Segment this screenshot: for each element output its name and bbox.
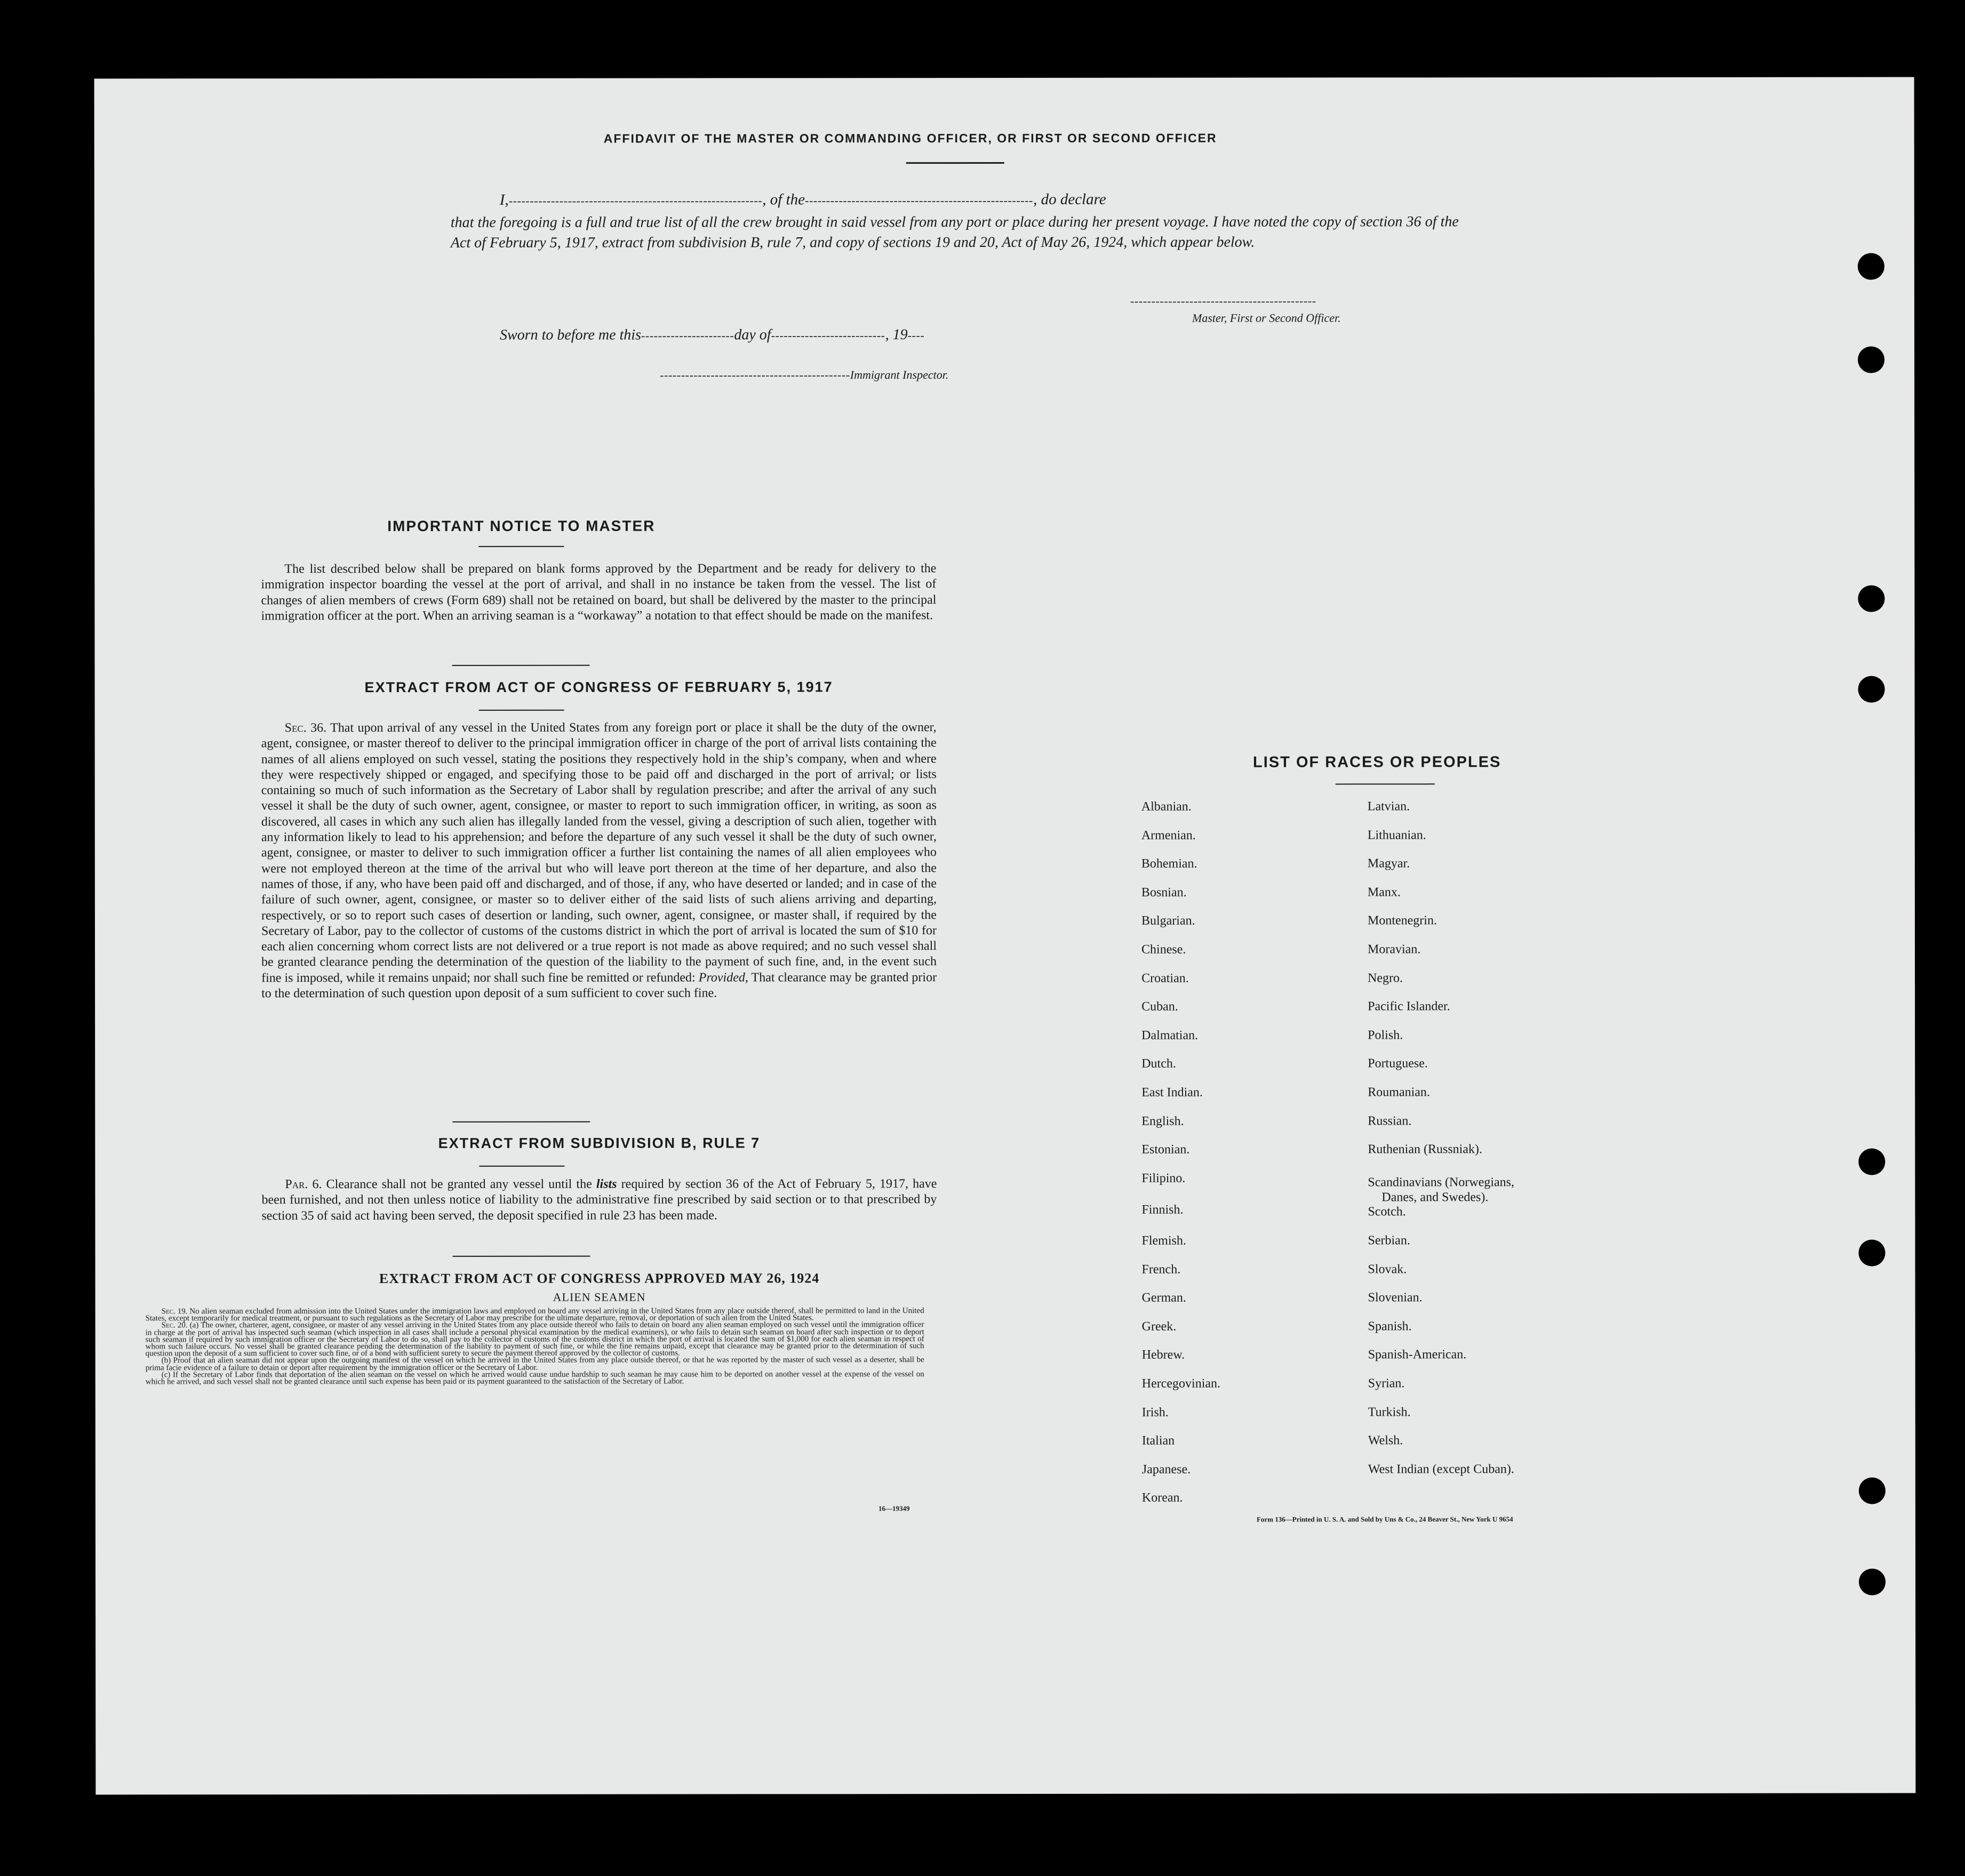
race-item: Ruthenian (Russniak). [1368, 1142, 1483, 1157]
sworn-year-label: , 19 [885, 326, 908, 343]
race-item: Spanish. [1368, 1319, 1412, 1334]
race-item: Greek. [1141, 1319, 1177, 1334]
race-item: Spanish-American. [1368, 1348, 1467, 1362]
race-item: Russian. [1368, 1113, 1412, 1128]
punch-hole [1858, 253, 1884, 280]
rule-7-body: Clearance shall not be granted any vessel until the [326, 1177, 592, 1192]
affidavit-declaration-line [500, 190, 1554, 209]
rule-7-section [261, 1176, 937, 1224]
section-20a-body: (a) The owner, charterer, agent, consignee, or master of any vessel arriving in the United States from any place outside thereof who fails to detain on board any alien seaman employed on such vessel until the immigration officer in charge at the port of arrival has inspected such seaman (which inspection in all cases shall include a personal physical examination by the medical examiners), or who fails to detain such seaman on board after such inspection or to deport such seaman if required by such immigration officer or the Secretary of Labor to do so, shall pay to the collector of customs of the customs district in which the port of arrival is located the sum of $1,000 for each alien seaman in respect of whom such failure occurs. No vessel shall be granted clearance pending the determination of the liability to payment of such fine, or while the fine remains unpaid, except that clearance may be granted prior to the determination of such question upon the deposit of a sum sufficient to cover such fine, or of a bond with sufficient surety to secure the payment thereof approved by the collector of customs. [145, 1320, 924, 1358]
divider [479, 710, 564, 711]
race-item: Finnish. [1141, 1203, 1184, 1217]
notice-text: The list described below shall be prepared on blank forms approved by the Department and be ready for delivery to the immigration inspector boarding the vessel at the port of arrival, and shall in no instance be taken from the vessel. The list of changes of alien members of crews (Form 689) shall not be retained on board, but shall be delivered by the master to the principal immigration officer at the port. When an arriving seaman is a “workaway” a notation to that effect should be made on the manifest. [261, 562, 937, 623]
punch-hole [1858, 676, 1885, 703]
divider [1336, 783, 1435, 784]
race-item: Korean. [1141, 1491, 1183, 1505]
sworn-line [500, 326, 924, 344]
divider [478, 546, 564, 547]
act-1924-subtitle: ALIEN SEAMEN [553, 1290, 646, 1304]
form-imprint: Form 136—Printed in U. S. A. and Sold by Uns & Co., 24 Beaver St., New York U 9654 [1256, 1515, 1513, 1524]
section-20a-text [146, 1322, 924, 1358]
race-item: Dalmatian. [1141, 1028, 1199, 1043]
act-1917-title: EXTRACT FROM ACT OF CONGRESS OF FEBRUARY 5, 1917 [364, 679, 833, 696]
punch-hole [1858, 347, 1884, 373]
race-item: Syrian. [1368, 1376, 1405, 1391]
act-1917-section [261, 720, 937, 1001]
race-item: German. [1141, 1290, 1186, 1305]
section-19-label: Sec. 19. [161, 1307, 188, 1316]
race-item: Armenian. [1141, 828, 1196, 843]
race-item: Serbian. [1368, 1233, 1410, 1248]
divider [479, 1166, 564, 1167]
section-20-label: Sec. 20. [161, 1321, 188, 1330]
affidavit-body: that the foregoing is a full and true list of all the crew brought in said vessel from any port or place during her present voyage. I have noted the copy of section 36 of the Act of February 5, 1917, extract from subdivision B, rule 7, and copy of sections 19 and 20, Act of May 26, 1924, which appear below. [450, 213, 1459, 251]
race-item: Estonian. [1141, 1142, 1190, 1157]
race-item: Moravian. [1368, 942, 1421, 957]
race-item: Roumanian. [1368, 1085, 1430, 1100]
declarant-label: I, [499, 191, 509, 209]
race-item: Filipino. [1141, 1171, 1186, 1185]
race-item: English. [1141, 1114, 1184, 1128]
punch-hole [1859, 1478, 1886, 1504]
notice-section [261, 561, 936, 624]
punch-hole [1858, 1149, 1885, 1175]
section-19-text [146, 1308, 924, 1322]
rule-7-text [261, 1176, 937, 1224]
sworn-day-of-label: day of [734, 326, 771, 343]
declare-label: , do declare [1033, 190, 1106, 208]
race-item: Chinese. [1141, 942, 1186, 957]
punch-hole [1859, 1569, 1886, 1596]
vessel-name-blank[interactable]: ------------------------------------------------------ [805, 193, 1034, 207]
divider [906, 162, 1004, 164]
race-item: Japanese. [1141, 1462, 1191, 1477]
paragraph-label: Par. 6. [285, 1177, 322, 1192]
punch-hole [1858, 586, 1884, 612]
race-item: Danes, and Swedes). [1381, 1190, 1489, 1205]
race-item: Bulgarian. [1141, 914, 1195, 928]
sworn-label: Sworn to before me this [500, 326, 641, 343]
section-20b-text: (b) Proof that an alien seaman did not appear upon the outgoing manifest of the vessel on which he arrived in the United States from any place outside thereof, or that he was reported by the master of such vessel as a deserter, shall be prima facie evidence of a failure to detain or deport after requirement by the immigration officer or the Secretary of Labor. [145, 1356, 924, 1373]
rule-7-body-end: required by section 36 of the Act of February 5, 1917, have been furnished, and not then unless notice of liability to the administrative fine prescribed by said section or to that prescribed by section 35 of said act having been served, the deposit specified in rule 23 has been made. [261, 1177, 937, 1223]
race-item: Slovenian. [1368, 1290, 1423, 1305]
race-item: Hercegovinian. [1141, 1376, 1221, 1391]
divider [452, 1121, 590, 1123]
race-item: Flemish. [1141, 1233, 1186, 1248]
provided-word: Provided, [698, 971, 748, 985]
races-list [1141, 799, 1750, 1589]
section-20c-text: (c) If the Secretary of Labor finds that deportation of the alien seaman on the vessel on which he arrived would cause undue hardship to such seaman he may cause him to be deported on another vessel at the expense of the vessel on which he arrived, and such vessel shall not be granted clearance until such expense has been paid or its payment guaranteed to the satisfaction of the Secretary of Labor. [145, 1369, 924, 1386]
race-item: Croatian. [1141, 971, 1189, 985]
race-item: Scandinavians (Norwegians, [1368, 1175, 1515, 1190]
race-item: Hebrew. [1141, 1348, 1185, 1362]
race-item: Negro. [1368, 971, 1403, 985]
race-item: West Indian (except Cuban). [1368, 1462, 1514, 1477]
race-item: Bohemian. [1141, 856, 1197, 871]
race-item: Dutch. [1141, 1057, 1176, 1071]
race-item: Portuguese. [1368, 1056, 1428, 1071]
race-item: East Indian. [1141, 1085, 1203, 1100]
master-signature-blank[interactable]: -------------------------------------------- [1130, 294, 1316, 308]
race-item: Slovak. [1368, 1262, 1407, 1276]
race-item: Irish. [1141, 1405, 1169, 1420]
divider [452, 665, 590, 666]
act-1917-text [261, 720, 937, 1001]
rule-7-title: EXTRACT FROM SUBDIVISION B, RULE 7 [438, 1135, 761, 1151]
race-item: Lithuanian. [1367, 828, 1426, 843]
form-sheet [94, 77, 1916, 1795]
race-item: Turkish. [1368, 1405, 1411, 1419]
inspector-label: Immigrant Inspector. [850, 368, 949, 382]
race-item: French. [1141, 1262, 1181, 1277]
notice-title: IMPORTANT NOTICE TO MASTER [387, 517, 656, 535]
race-item: Albanian. [1141, 799, 1192, 814]
race-item: Polish. [1368, 1028, 1403, 1043]
act-1924-title [262, 1270, 937, 1287]
race-item: Magyar. [1367, 856, 1410, 871]
inspector-line [660, 368, 948, 382]
act-1917-body: That upon arrival of any vessel in the United States from any foreign port or place it shall be the duty of the owner, agent, consignee, or master thereof to deliver to the principal immigration officer in charge of the port of arrival lists containing the names of all aliens employed on such vessel, stating the positions they respectively hold in the ship’s company, when and where they were respectively shipped or engaged, and specifying those to be paid off and discharged in the port of arrival; or lists containing so much of such information as the Secretary of Labor shall by regulation prescribe; and after the arrival of any such vessel it shall be the duty of such owner, agent, consignee, or master to report to such immigration officer, in writing, as soon as discovered, all cases in which any such alien has illegally landed from the vessel, giving a description of such alien, together with any information likely to lead to his apprehension; and before the departure of any such vessel it shall be the duty of such owner, agent, consignee, or master to deliver to such immigration officer a further list containing the names of all alien employees who were not employed thereon at the time of the arrival but who will leave port thereon at the time of her departure, and also the names of those, if any, who have been paid off and discharged, and of those, if any, who have deserted or landed; and in case of the failure of such owner, agent, consignee, or master so to deliver either of the said lists of such aliens arriving and departing, respectively, or so to report such cases of desertion or landing, such owner, agent, consignee, or master shall, if required by the Secretary of Labor, pay to the collector of customs of the customs district in which the port of arrival is located the sum of $10 for each alien concerning whom correct lists are not delivered or a true report is not made as above required; and no such vessel shall be granted clearance pending the determination of the question of the liability to the payment of such fine, and, in the event such fine is imposed, while it remains unpaid; nor shall such fine be remitted or refunded: [261, 720, 937, 985]
sworn-year-blank[interactable]: ---- [907, 328, 925, 342]
act-1924-section [146, 1308, 924, 1386]
race-item: Manx. [1367, 885, 1401, 900]
race-item: Italian [1141, 1433, 1175, 1448]
race-item: Montenegrin. [1367, 913, 1437, 928]
lists-word: lists [596, 1177, 617, 1191]
race-item: Bosnian. [1141, 885, 1187, 900]
affidavit-title: AFFIDAVIT OF THE MASTER OR COMMANDING OFFICER, OR FIRST OR SECOND OFFICER [603, 131, 1217, 146]
print-code: 16—19349 [878, 1504, 910, 1513]
race-item: Cuban. [1141, 999, 1178, 1014]
race-item: Scotch. [1368, 1205, 1406, 1219]
section-19-body: No alien seaman excluded from admission into the United States under the immigration laws and employed on board any vessel arriving in the United States from any place outside thereof, shall be permitted to land in the United States, except temporarily for medical treatment, or pursuant to such regulations as the Secretary of Labor may prescribe for the ultimate departure, removal, or deportation of such alien from the United States. [145, 1306, 924, 1323]
act-1924-title-text: EXTRACT FROM ACT OF CONGRESS APPROVED MAY 26, 1924 [379, 1270, 820, 1287]
divider [453, 1256, 590, 1257]
sworn-month-blank[interactable]: --------------------------- [771, 328, 885, 342]
section-label: Sec. 36. [284, 721, 327, 735]
declarant-name-blank[interactable]: ------------------------------------------------------------ [508, 194, 763, 207]
punch-hole [1858, 1240, 1885, 1266]
act-1917-body-end: That clearance may be granted prior to the determination of such question upon deposit of a sum sufficient to cover such fine. [261, 970, 937, 1001]
race-item: Pacific Islander. [1368, 999, 1450, 1014]
master-signature-label: Master, First or Second Officer. [1192, 311, 1341, 325]
races-title: LIST OF RACES OR PEOPLES [1253, 753, 1501, 771]
race-item: Welsh. [1368, 1433, 1403, 1448]
inspector-signature-blank[interactable]: --------------------------------------------- [660, 368, 850, 382]
race-item: Latvian. [1367, 799, 1410, 814]
sworn-day-blank[interactable]: ---------------------- [641, 328, 734, 342]
vessel-label: , of the [762, 191, 805, 209]
